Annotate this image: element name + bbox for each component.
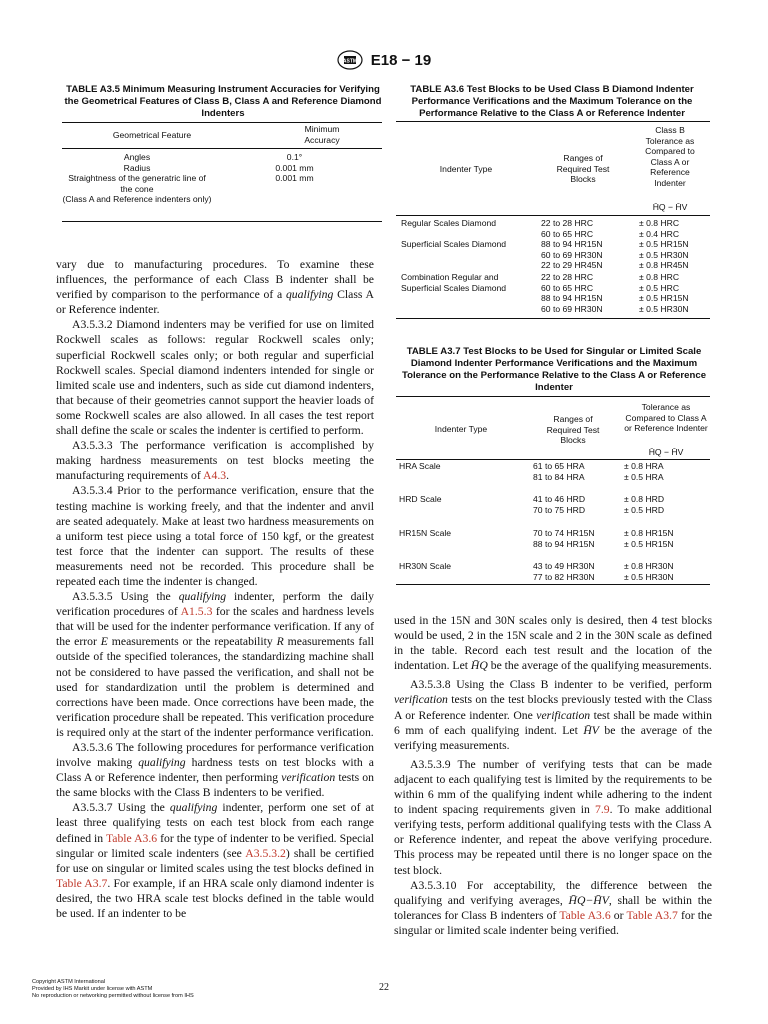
table-a36-range: 60 to 65 HRC xyxy=(541,282,594,293)
paragraph-a3535: A3.5.3.5 Using the qualifying indenter, perform the daily verification procedures of A1.5.3 for the scales and hardness levels that will be used for the indenter performance verification. If any of the error E measurements or the repeatability R measurements fall outside of the specified tolerances, the standardizing machine shall not be considered to have passed the verification, and shall not be used for standardization until the problem is determined and corrections have been made. Once corrections have been made, the verification procedure shall be repeated. This verification procedure is required only at the start of the indenter performance verification. xyxy=(56,590,374,739)
table-a37-tolerance: ± 0.8 HR15N xyxy=(624,528,674,538)
table-a36-range: 60 to 69 HR30N xyxy=(541,303,603,314)
table-a35-accuracy: 0.001 mm xyxy=(275,162,314,173)
page-header xyxy=(0,50,768,70)
page-number: 22 xyxy=(379,982,389,993)
table-a37-tolerance: ± 0.8 HRD xyxy=(624,494,665,504)
link-table-a36[interactable]: Table A3.6 xyxy=(105,831,158,845)
table-a36-tolerance: ± 0.5 HR30N xyxy=(639,303,689,314)
link-table-a37[interactable]: Table A3.7 xyxy=(626,908,678,922)
table-a35-caption: TABLE A3.5 Minimum Measuring Instrument Accuracies for Verifying the Geometrical Features of Class B, Class A and Reference Diamond Indenters xyxy=(64,84,382,119)
table-a36-tolerance: ± 0.8 HRC xyxy=(639,218,680,228)
link-a1-5-3[interactable]: A1.5.3 xyxy=(180,605,213,619)
table-a37-tolerance: ± 0.8 HRA xyxy=(624,461,664,471)
table-a37-type: HR30N Scale xyxy=(399,561,452,571)
table-a35-feature: Straightness of the generatric line of the cone xyxy=(68,173,206,194)
table-a37-range: 43 to 49 HR30N xyxy=(533,561,595,571)
table-a35-accuracy: 0.1° xyxy=(286,152,303,162)
astm-logo-icon xyxy=(337,50,363,70)
right-column-text xyxy=(394,613,712,938)
h-v-symbol: H̄V xyxy=(583,723,599,737)
copyright-notice: Copyright ASTM International Provided by IHS Markit under license with ASTM No reproduction or networking permitted without license from IHS xyxy=(32,979,194,999)
paragraph: used in the 15N and 30N scales only is desired, then 4 test blocks would be used, 2 in the 15N scale and 2 in the 30N scale as defined in the table. Record each test result and the location of the indentation. Let H̄Q be the average of the qualifying measurements. xyxy=(394,614,712,673)
paragraph-a35310: A3.5.3.10 For acceptability, the difference between the qualifying and verifying averages, H̄Q−H̄V, shall be within the tolerances for Class B indenters of Table A3.6 or Table A3.7 for the singular or limited scale indenter being verified. xyxy=(394,878,713,937)
table-a36-tolerance: ± 0.5 HR30N xyxy=(639,249,689,260)
table-a37-range: 61 to 65 HRA xyxy=(533,461,585,471)
paragraph-a3532: A3.5.3.2 Diamond indenters may be verified for use on limited Rockwell scales as follows: regular Rockwell scales only; superficial Rockwell scales only; or both regular and superficial Rockwell scales. Special diamond indenters intended for single or limited scale use and indenters, such as side cut diamond indenters, that because of their geometries cannot support the heavier loads of some Rockwell scales are also allowed. In all cases the test report shall define the scale or scales the indenter is certified to perform. xyxy=(56,318,374,438)
table-a37 xyxy=(396,396,710,586)
table-a35-feature: (Class A and Reference indenters only) xyxy=(62,194,212,204)
table-a35-feature: Radius xyxy=(123,162,151,173)
table-a37-caption: TABLE A3.7 Test Blocks to be Used for Singular or Limited Scale Diamond Indenter Performance Verifications and the Maximum Tolerance on the Performance Relative to the Class A or Reference Indenter xyxy=(401,346,707,393)
h-q-symbol: H̄Q xyxy=(470,659,488,673)
table-a36-range: 22 to 28 HRC xyxy=(541,272,594,282)
hq-minus-hv-symbol: H̄Q−H̄V xyxy=(568,893,609,907)
table-a37-type: HRA Scale xyxy=(399,461,441,471)
table-a37-header-type: Indenter Type xyxy=(434,424,488,434)
link-table-a36[interactable]: Table A3.6 xyxy=(559,908,611,922)
table-a37-header-ranges: Ranges of Required Test Blocks xyxy=(546,414,600,445)
table-a37-range: 70 to 74 HR15N xyxy=(533,528,595,538)
table-a37-formula: H̄Q − H̄V xyxy=(648,447,684,457)
paragraph: vary due to manufacturing procedures. To examine these influences, the performance of each Class B indenter shall be verified by comparison to the performance of a qualifying Class A or Reference indenter. xyxy=(56,258,374,317)
paragraph-a3534: A3.5.3.4 Prior to the performance verification, ensure that the testing machine is working freely, and that the indenter and anvil are seated adequately. Make at least two hardness measurements on a uniform test piece using a total force of 150 kgf, or the greatest test force that the indenter can support. The results of these measurements need not be recorded. This procedure shall be repeated each time the indenter is changed. xyxy=(56,484,374,588)
table-a36-tolerance: ± 0.5 HR15N xyxy=(639,239,689,249)
table-a36-range: 60 to 69 HR30N xyxy=(541,249,603,260)
table-a36-range: 22 to 28 HRC xyxy=(541,218,594,228)
table-a36-caption: TABLE A3.6 Test Blocks to be Used Class B Diamond Indenter Performance Verifications and the Maximum Tolerance on the Performance Relative to the Class A or Reference Indenter xyxy=(410,84,694,119)
paragraph-a3539: A3.5.3.9 The number of verifying tests that can be made adjacent to each qualifying test is limited by the requirements to be within 6 mm of the qualifying indent while adhering to the indent to indent spacing requirements given in 7.9. To make additional verifying tests, perform additional qualifying tests with the Class A or Reference indenter, and repeat the above verifying procedure. This process may be repeated until there is no longer space on the test block. xyxy=(394,757,712,877)
table-a37-range: 88 to 94 HR15N xyxy=(533,539,595,549)
svg-text:ASTM: ASTM xyxy=(342,58,357,65)
table-a36-header-tolerance: Class B Tolerance as Compared to Class A or Reference Indenter xyxy=(645,125,695,188)
paragraph-a3537: A3.5.3.7 Using the qualifying indenter, perform one set of at least three qualifying tests on each test block from each range defined in Table A3.6 for the type of indenter to be verified. Special singular or limited scale indenters (see A3.5.3.2) shall be certified for use on singular or limited scales using the test blocks defined in Table A3.7. For example, if an HRA scale only diamond indenter is desired, the two HRA scale test blocks defined in the table would be used. If an indenter to be xyxy=(56,801,374,921)
table-a37-type: HR15N Scale xyxy=(399,528,452,538)
table-a37-header-tolerance: Tolerance as Compared to Class A or Reference Indenter xyxy=(624,402,708,433)
table-a37-tolerance: ± 0.5 HR30N xyxy=(624,572,674,582)
table-a36-type: Combination Regular and Superficial Scales Diamond xyxy=(401,272,507,293)
table-a35-header-feature: Geometrical Feature xyxy=(112,130,192,140)
paragraph-a3538: A3.5.3.8 Using the Class B indenter to be verified, perform verification tests on the test blocks previously tested with the Class A or Reference indenter. One verification test shall be made within 6 mm of each qualifying indent. Let H̄V be the average of the verifying measurements. xyxy=(394,678,713,752)
table-a37-tolerance: ± 0.5 HRD xyxy=(624,505,665,515)
table-a37-range: 81 to 84 HRA xyxy=(533,472,585,482)
table-a36-tolerance: ± 0.5 HRC xyxy=(639,282,680,293)
table-a37-tolerance: ± 0.8 HR30N xyxy=(624,561,674,571)
table-a36-range: 88 to 94 HR15N xyxy=(541,293,603,303)
table-a36-range: 60 to 65 HRC xyxy=(541,228,594,239)
paragraph-a3533: A3.5.3.3 The performance verification is accomplished by making hardness measurements on test blocks meeting the manufacturing requirements of A4.3. xyxy=(56,439,374,483)
link-a4-3[interactable]: A4.3 xyxy=(203,469,227,483)
table-a37-type: HRD Scale xyxy=(399,494,442,504)
table-a36-tolerance: ± 0.4 HRC xyxy=(639,228,680,239)
table-a36-tolerance: ± 0.8 HR45N xyxy=(639,260,689,270)
table-a36-tolerance: ± 0.8 HRC xyxy=(639,272,680,282)
link-a3-5-3-2[interactable]: A3.5.3.2 xyxy=(245,846,286,860)
table-a36-range: 22 to 29 HR45N xyxy=(541,260,603,270)
table-a36-range: 88 to 94 HR15N xyxy=(541,239,603,249)
table-a35 xyxy=(62,122,382,222)
table-a37-range: 41 to 46 HRD xyxy=(533,494,586,504)
left-column-text xyxy=(56,257,374,921)
table-a35-header-accuracy: Minimum Accuracy xyxy=(304,124,340,145)
table-a36-tolerance: ± 0.5 HR15N xyxy=(639,293,689,303)
link-table-a37[interactable]: Table A3.7 xyxy=(56,876,108,890)
table-a36-type: Regular Scales Diamond xyxy=(401,218,497,228)
table-a36-header-type: Indenter Type xyxy=(439,164,493,174)
table-a35-accuracy: 0.001 mm xyxy=(275,173,314,183)
table-a36-formula: H̄Q − H̄V xyxy=(652,202,688,212)
table-a37-tolerance: ± 0.5 HR15N xyxy=(624,539,674,549)
table-a36-type: Superficial Scales Diamond xyxy=(401,239,507,249)
paragraph-a3536: A3.5.3.6 The following procedures for performance verification involve making qualifying hardness tests on test blocks with a Class A or Reference indenter, then performing verification tests on the same blocks with the Class B indenters to be verified. xyxy=(56,741,374,800)
standard-designation: E18 − 19 xyxy=(370,51,432,69)
table-a35-feature: Angles xyxy=(123,152,151,162)
table-a36 xyxy=(396,121,710,321)
table-a37-range: 77 to 82 HR30N xyxy=(533,572,595,582)
table-a37-tolerance: ± 0.5 HRA xyxy=(624,472,664,482)
link-7-9[interactable]: 7.9 xyxy=(595,803,610,817)
table-a37-range: 70 to 75 HRD xyxy=(533,505,586,515)
table-a36-header-ranges: Ranges of Required Test Blocks xyxy=(556,153,610,184)
